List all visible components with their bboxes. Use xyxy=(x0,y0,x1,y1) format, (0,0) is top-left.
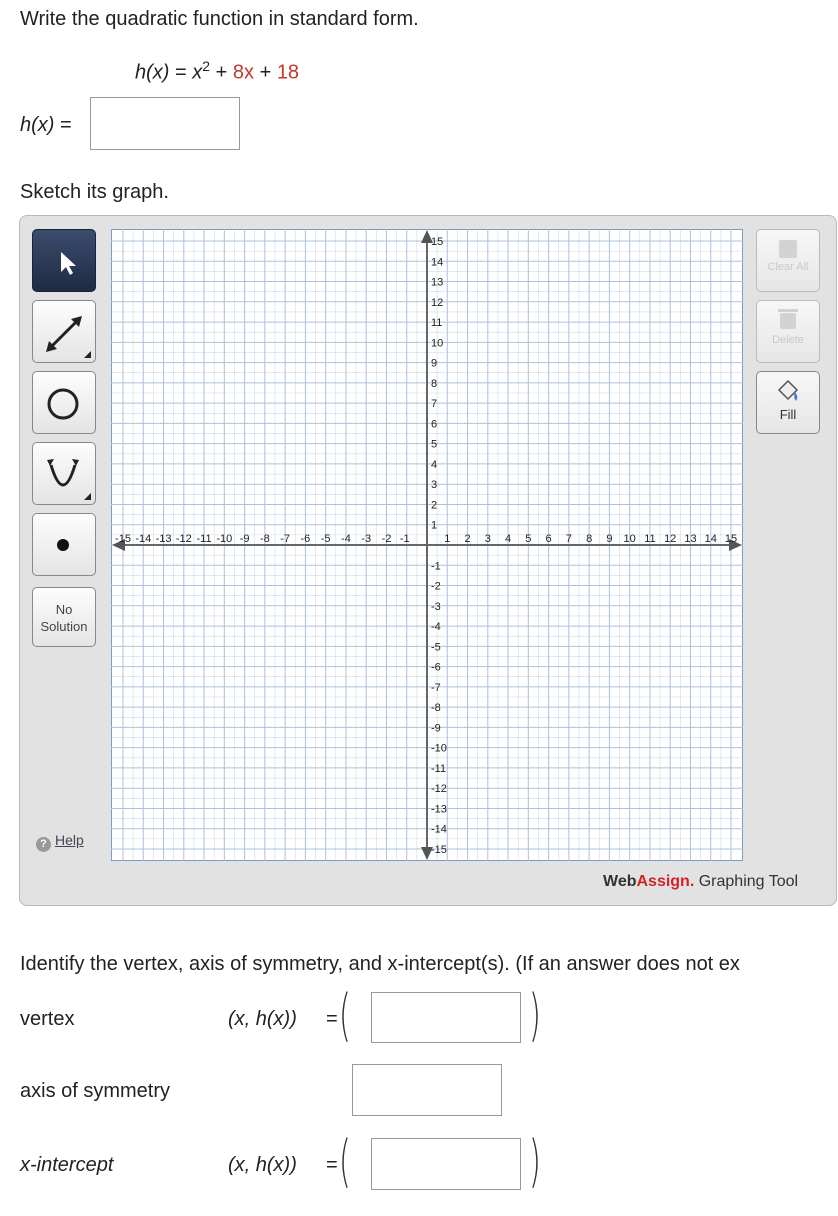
x-intercept-label: x-intercept xyxy=(20,1154,114,1176)
y-tick-label: -2 xyxy=(431,580,441,593)
pointer-tool-button[interactable] xyxy=(32,229,96,292)
axis-of-symmetry-input[interactable] xyxy=(352,1064,502,1116)
x-tick-label: 4 xyxy=(505,533,512,545)
brand-assign: Assign. xyxy=(636,873,695,890)
delete-label: Delete xyxy=(772,334,804,346)
x-tick-label: -5 xyxy=(320,533,331,545)
answer-equals: = xyxy=(60,114,72,136)
x-tick-label: -15 xyxy=(115,533,131,545)
y-tick-label: 9 xyxy=(431,357,438,370)
y-tick-label: -11 xyxy=(431,762,447,775)
x-tick-label: 2 xyxy=(464,533,471,545)
y-tick-label: -4 xyxy=(431,621,441,634)
answer-label xyxy=(20,114,72,137)
x-tick-label: 13 xyxy=(684,533,697,545)
help-icon: ? xyxy=(36,837,51,852)
x-tick-label: 3 xyxy=(484,533,491,545)
x-tick-label: 10 xyxy=(623,533,636,545)
fill-button[interactable] xyxy=(756,371,820,434)
vertex-input[interactable] xyxy=(371,992,521,1043)
function-equation xyxy=(135,58,299,85)
webassign-logo xyxy=(603,873,798,891)
x-tick-label: -12 xyxy=(175,533,192,545)
x-tick-label: 6 xyxy=(545,533,552,545)
vertex-label: vertex xyxy=(20,1008,75,1030)
plus-sign: + xyxy=(259,61,272,84)
y-tick-label: 8 xyxy=(431,377,438,390)
delete-button[interactable] xyxy=(756,300,820,363)
x-tick-label: -4 xyxy=(341,533,351,545)
no-solution-label: Solution xyxy=(40,619,88,634)
x-tick-label: -13 xyxy=(155,533,172,545)
x-tick-label: 1 xyxy=(444,533,451,545)
x-tick-label: 12 xyxy=(664,533,677,545)
y-tick-label: -15 xyxy=(431,844,447,856)
x-tick-label: 8 xyxy=(586,533,593,545)
brand-web: Web xyxy=(603,873,637,890)
no-solution-button[interactable] xyxy=(32,587,96,647)
no-solution-label: No xyxy=(55,602,73,617)
x-variable: x xyxy=(192,61,203,84)
x-tick-label: 7 xyxy=(565,533,572,545)
y-tick-label: 14 xyxy=(431,256,444,269)
y-tick-label: 10 xyxy=(431,337,444,350)
x-tick-label: 11 xyxy=(644,533,656,545)
x-tick-label: 5 xyxy=(525,533,532,545)
function-name: h(x) xyxy=(135,61,170,84)
paint-bucket-icon xyxy=(757,372,819,406)
y-tick-label: 13 xyxy=(431,276,444,289)
parabola-tool-button[interactable] xyxy=(32,442,96,505)
y-tick-label: 6 xyxy=(431,418,438,431)
trash-icon xyxy=(757,301,819,331)
y-tick-label: 3 xyxy=(431,479,438,492)
line-tool-button[interactable] xyxy=(32,300,96,363)
x-tick-label: -11 xyxy=(196,533,212,545)
y-tick-label: 15 xyxy=(431,236,444,248)
y-tick-label: 7 xyxy=(431,398,438,411)
left-paren: ( xyxy=(338,1129,351,1194)
y-tick-label: -13 xyxy=(431,803,447,816)
y-tick-label: -1 xyxy=(431,560,441,573)
sketch-prompt: Sketch its graph. xyxy=(20,181,169,203)
x-tick-label: -9 xyxy=(239,533,250,545)
x-intercept-coord-label: (x, h(x)) xyxy=(228,1154,297,1176)
y-tick-label: -12 xyxy=(431,783,447,796)
question-prompt: Write the quadratic function in standard form. xyxy=(20,8,419,30)
vertex-coord-label: (x, h(x)) xyxy=(228,1008,297,1030)
x-tick-label: 15 xyxy=(724,533,738,545)
identify-prompt: Identify the vertex, axis of symmetry, and x-intercept(s). (If an answer does not ex xyxy=(20,953,740,975)
y-tick-label: -10 xyxy=(431,742,447,755)
left-paren: ( xyxy=(338,983,351,1048)
x-tick-label: -14 xyxy=(135,533,152,545)
x-tick-label: -6 xyxy=(300,533,311,545)
y-tick-label: -3 xyxy=(431,600,441,613)
y-tick-label: -5 xyxy=(431,641,441,654)
y-tick-label: -7 xyxy=(431,681,441,694)
y-tick-label: -14 xyxy=(431,823,447,836)
fill-label: Fill xyxy=(779,407,797,422)
axis-of-symmetry-label: axis of symmetry xyxy=(20,1080,171,1102)
standard-form-input[interactable] xyxy=(90,97,240,150)
x-tick-label: -3 xyxy=(361,533,372,545)
coordinate-grid[interactable] xyxy=(111,229,743,861)
constant-term: 18 xyxy=(276,61,300,84)
dropdown-indicator-icon xyxy=(84,493,91,500)
dropdown-indicator-icon xyxy=(84,351,91,358)
exponent: 2 xyxy=(202,58,211,74)
y-tick-label: -6 xyxy=(431,661,441,674)
y-tick-label: 4 xyxy=(431,458,438,471)
x-tick-label: -8 xyxy=(259,533,270,545)
x-intercept-input[interactable] xyxy=(371,1138,521,1190)
point-icon xyxy=(33,514,97,577)
clear-all-icon xyxy=(779,240,797,258)
plus-sign: + xyxy=(215,61,228,84)
answer-func-name: h(x) xyxy=(20,114,55,136)
x-tick-label: -2 xyxy=(381,533,392,545)
y-tick-label: -8 xyxy=(431,702,441,715)
x-tick-label: -1 xyxy=(399,533,410,545)
x-tick-label: -10 xyxy=(216,533,233,545)
y-tick-label: 12 xyxy=(431,296,444,309)
graphing-tool xyxy=(19,215,837,906)
circle-icon xyxy=(33,372,97,435)
pointer-arrow-icon xyxy=(33,230,97,293)
point-tool-button[interactable] xyxy=(32,513,96,576)
y-tick-label: 1 xyxy=(431,519,438,532)
y-tick-label: 11 xyxy=(431,317,443,330)
y-tick-label: -9 xyxy=(431,722,441,735)
help-link[interactable] xyxy=(36,832,84,852)
clear-all-button[interactable] xyxy=(756,229,820,292)
circle-tool-button[interactable] xyxy=(32,371,96,434)
vertex-equals: = xyxy=(326,1008,338,1030)
right-paren: ) xyxy=(528,983,541,1048)
x-tick-label: 14 xyxy=(704,533,717,545)
y-tick-label: 2 xyxy=(431,499,438,512)
right-paren: ) xyxy=(528,1129,541,1194)
linear-term: 8x xyxy=(232,61,254,84)
x-tick-label: -7 xyxy=(280,533,291,545)
clear-all-label: Clear All xyxy=(767,261,809,273)
x-tick-label: 9 xyxy=(606,533,613,545)
y-tick-label: 5 xyxy=(431,438,438,451)
equals-sign: = xyxy=(175,61,187,84)
help-label: Help xyxy=(55,832,84,848)
brand-graphing-tool: Graphing Tool xyxy=(694,873,799,890)
x-intercept-equals: = xyxy=(326,1154,338,1176)
